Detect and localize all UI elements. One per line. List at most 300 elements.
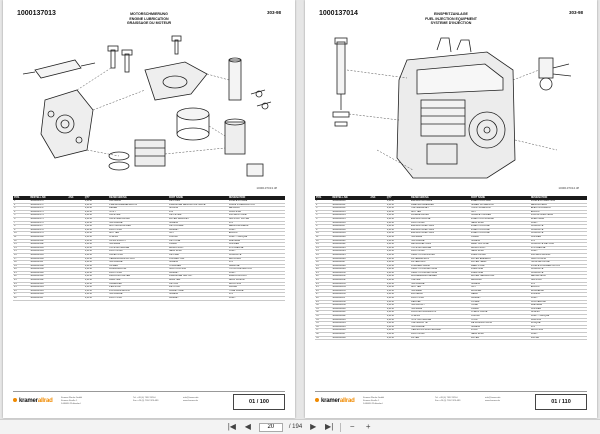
table-cell: JOINT	[530, 297, 587, 301]
table-cell: 38	[315, 332, 331, 336]
table-cell: SCREW	[168, 221, 228, 225]
table-cell: 1000001588	[29, 264, 67, 268]
logo-dot-icon	[315, 398, 319, 402]
table-cell: 1,00 st	[84, 246, 108, 250]
table-cell: 2	[315, 203, 331, 207]
table-cell: 26	[13, 289, 29, 293]
table-cell: 1,00 st	[84, 207, 108, 211]
table-cell: FILTRE A GASOIL	[530, 253, 587, 257]
table-cell: 1,00 st	[386, 318, 410, 322]
table-cell: 11	[315, 235, 331, 239]
table-cell: GASKET	[168, 271, 228, 275]
table-row	[13, 297, 285, 301]
table-cell: INJECTION LINE	[470, 232, 530, 236]
title-en: ENGINE LUBRICATION	[129, 16, 169, 21]
last-page-button[interactable]: ▶|	[325, 422, 334, 431]
table-cell: VIS CREUSE	[530, 246, 587, 250]
table-cell: SUPPORT	[530, 279, 587, 283]
table-cell: TETE DE FILTRE	[530, 261, 587, 265]
table-cell: 1,00 st	[386, 232, 410, 236]
table-cell: 1,00 st	[386, 261, 410, 265]
table-cell: BANJO BOLT	[168, 246, 228, 250]
table-cell: RETAINING PLATE	[470, 322, 530, 326]
table-cell: PEILSTAB	[108, 286, 168, 290]
table-cell: EINSPRITZPUMPE	[410, 200, 470, 203]
column-header: ANZ.	[369, 196, 385, 200]
table-cell: 1000001589	[29, 268, 67, 272]
table-cell: 1,00 st	[386, 311, 410, 315]
table-cell: 1,00 st	[84, 293, 108, 297]
table-cell: SEAL RING	[470, 250, 530, 254]
left-page	[3, 0, 295, 418]
table-cell: RACCORD	[228, 257, 285, 261]
table-cell: VIS	[530, 325, 587, 329]
table-cell: 27	[13, 293, 29, 297]
table-cell: FILTRE	[530, 336, 587, 340]
prev-page-button[interactable]: ◀	[244, 422, 251, 431]
table-cell: CONDUITE	[530, 271, 587, 275]
table-cell: 1,00 st	[386, 217, 410, 221]
table-cell: FUEL LINE	[470, 268, 530, 272]
table-cell: 1000001629	[331, 268, 369, 272]
table-cell: OLSIEB	[108, 264, 168, 268]
table-cell: 3	[13, 207, 29, 211]
table-cell: FLEXIBLE	[530, 304, 587, 308]
table-cell: 1000001648	[331, 336, 369, 340]
table-cell: 27	[315, 293, 331, 297]
table-cell: GASKET	[470, 297, 530, 301]
table-cell: PRESSURE SWITCH	[168, 275, 228, 279]
table-cell: HOLD SOLENOID	[470, 207, 530, 211]
table-cell: 1000001584	[29, 250, 67, 254]
table-cell: OIL CAP	[168, 282, 228, 286]
table-cell: DICHTUNG	[108, 297, 168, 301]
column-header: DESIGNATION	[530, 196, 587, 200]
table-cell: PRESSURREGELVENTIL	[108, 203, 168, 207]
table-cell: HALTEPLATTE	[410, 322, 470, 326]
table-cell: WATER SEPARATOR	[470, 275, 530, 279]
table-cell: O-RING	[168, 235, 228, 239]
table-cell: O-RING	[470, 315, 530, 319]
table-cell: 22	[315, 275, 331, 279]
table-cell: GUIDE TUBE	[168, 289, 228, 293]
table-cell: DICHTUNG	[410, 297, 470, 301]
toolbar-separator	[340, 423, 341, 432]
table-cell: 1,00 st	[386, 307, 410, 311]
table-cell: JOINT	[530, 332, 587, 336]
table-cell: 1000001597	[29, 297, 67, 301]
column-header: QTY	[386, 196, 410, 200]
table-cell: DICHTRING	[108, 250, 168, 254]
table-cell: KRAFTSTOFFFILTER	[410, 253, 470, 257]
table-cell: TUBE GUIDE	[228, 289, 285, 293]
table-cell: 1000001585	[29, 253, 67, 257]
table-cell: RESSORT	[228, 207, 285, 211]
column-header: BESTELL-NR.	[29, 196, 67, 200]
table-cell: PIN	[168, 210, 228, 214]
table-cell: DREHZAHLREGLER	[410, 203, 470, 207]
table-cell: ADAPTER	[168, 279, 228, 283]
table-cell: SCHEIBE	[410, 289, 470, 293]
table-cell: 1,00 st	[84, 261, 108, 265]
table-cell	[67, 297, 83, 301]
table-cell: FEDER	[108, 207, 168, 211]
table-cell: 23	[315, 279, 331, 283]
table-cell: 1,00 st	[386, 225, 410, 229]
table-cell: 15	[13, 250, 29, 254]
table-cell: DICHTUNG	[108, 271, 168, 275]
table-cell: 37	[315, 329, 331, 333]
table-cell: 1,00 st	[386, 315, 410, 319]
table-cell: COLLIER	[228, 243, 285, 247]
zoom-in-button[interactable]: +	[365, 422, 371, 431]
table-cell: FUEL LINE	[470, 271, 530, 275]
table-cell: 1,00 st	[386, 332, 410, 336]
table-cell: GEAR	[470, 293, 530, 297]
column-header: BEZEICHNUNG	[410, 196, 470, 200]
total-pages: / 194	[288, 424, 303, 430]
table-cell: 1,00 st	[386, 239, 410, 243]
table-cell: ZAHNRAD	[410, 293, 470, 297]
table-cell: FILTER HEAD	[470, 261, 530, 265]
table-cell: NUT	[470, 286, 530, 290]
table-cell: STRAINER	[168, 264, 228, 268]
table-cell: 1000001571	[29, 203, 67, 207]
table-cell: 1000001627	[331, 261, 369, 265]
exploded-parts-drawing	[15, 30, 283, 190]
table-cell: 10	[13, 232, 29, 236]
table-cell: ECROU	[530, 210, 587, 214]
table-cell: 1000001594	[29, 286, 67, 290]
title-fr: GRAISSAGE DU MOTEUR	[126, 21, 172, 26]
table-cell: CONDUITE	[228, 253, 285, 257]
page-footer	[315, 391, 587, 412]
table-cell: 1,00 st	[386, 235, 410, 239]
table-cell: OIL PUMP	[168, 200, 228, 203]
table-cell: INJECTEUR	[530, 217, 587, 221]
page-footer	[13, 391, 285, 412]
right-page	[305, 0, 597, 418]
table-cell: 1,00 st	[386, 297, 410, 301]
zoom-out-button[interactable]: −	[349, 422, 355, 431]
table-cell: SCHRAUBE	[410, 325, 470, 329]
table-cell: 1000001592	[29, 279, 67, 283]
page-number-input[interactable]	[259, 423, 283, 432]
table-cell: SCREW	[470, 325, 530, 329]
table-cell: SPRING	[168, 207, 228, 211]
table-cell: JOINT TORIQUE	[530, 315, 587, 319]
table-cell: 19	[13, 264, 29, 268]
table-cell: VERBINDUNGSSTUCK	[108, 257, 168, 261]
table-cell: PORTE INJECTEUR	[530, 214, 587, 218]
table-cell: POMPE D INJECTION	[530, 200, 587, 203]
table-cell: 28	[315, 297, 331, 301]
table-cell: JOINT	[530, 221, 587, 225]
revision: 303-98	[568, 10, 583, 15]
table-cell: 20	[13, 268, 29, 272]
table-cell: 1,00 st	[84, 250, 108, 254]
table-cell: 1,00 st	[386, 200, 410, 203]
table-cell: SUCTION PIPE	[168, 268, 228, 272]
table-cell: 1	[315, 200, 331, 203]
table-cell: 17	[13, 257, 29, 261]
table-cell: GOUJON	[530, 318, 587, 322]
next-page-button[interactable]: ▶	[310, 422, 317, 431]
table-cell: FILTRE A HUILE	[228, 214, 285, 218]
table-cell: LECKOLLEITUNG	[410, 243, 470, 247]
table-cell: 3	[315, 207, 331, 211]
table-cell: 2	[13, 203, 29, 207]
table-cell: CONDUITE	[530, 268, 587, 272]
table-cell: JAUGE	[228, 286, 285, 290]
footer-address: Kramer-Werke GmbH Kramer-Straße 1 D-88630 Pfullendorf	[61, 397, 83, 405]
table-cell: 1,00 st	[386, 214, 410, 218]
table-cell: FEED PUMP	[470, 264, 530, 268]
table-cell: 1,00 st	[84, 200, 108, 203]
brand-logo: kramerallrad	[13, 398, 53, 404]
table-cell: ANSAUGROHR	[108, 268, 168, 272]
table-cell: WASHER	[470, 289, 530, 293]
parts-table	[13, 196, 285, 301]
table-cell: 1000001570	[29, 200, 67, 203]
table-cell: 1000001630	[331, 271, 369, 275]
table-cell: 1000001615	[331, 217, 369, 221]
table-cell: O-RING	[108, 235, 168, 239]
table-cell: 1,00 st	[84, 221, 108, 225]
table-cell: 1000001640	[331, 307, 369, 311]
table-cell: 1000001582	[29, 243, 67, 247]
table-cell: OLPUMPE	[108, 200, 168, 203]
table-cell: 1,00 st	[84, 279, 108, 283]
table-cell: 1,00 st	[84, 235, 108, 239]
table-cell: HOSE	[470, 304, 530, 308]
table-cell: ADAPTER	[108, 279, 168, 283]
table-cell: 7	[315, 221, 331, 225]
table-cell: HALTEMAGNET	[410, 207, 470, 211]
table-cell: GOUPILLE	[228, 210, 285, 214]
table-cell: 1,00 st	[84, 243, 108, 247]
footer-address: Kramer-Werke GmbH Kramer-Straße 1 D-88630 Pfullendorf	[363, 397, 385, 405]
table-cell: 6	[13, 217, 29, 221]
footer-contact: Tel. +49 (0) 7552 929-0 Fax +49 (0) 7552 929-499	[133, 397, 159, 402]
table-cell: SEAL RING	[470, 332, 530, 336]
engine-assembly-drawing	[317, 30, 585, 190]
viewer-toolbar	[0, 419, 600, 434]
table-cell: INJECTION PUMP	[470, 200, 530, 203]
table-cell: SEAL RING	[168, 250, 228, 254]
table-cell	[369, 336, 385, 340]
table-cell: 1000001647	[331, 332, 369, 336]
column-header: POS.	[315, 196, 331, 200]
table-cell: FUEL FILTER	[470, 253, 530, 257]
table-cell: 1000001619	[331, 232, 369, 236]
table-cell: 1000001581	[29, 239, 67, 243]
table-cell: 1	[13, 200, 29, 203]
page-number: 01 / 110	[535, 394, 587, 410]
table-cell: SCREW	[470, 282, 530, 286]
table-cell: 19	[315, 264, 331, 268]
table-cell: 1,00 st	[386, 322, 410, 326]
table-cell: SEAL RING	[470, 221, 530, 225]
table-cell: DUSENHALTER	[410, 214, 470, 218]
table-cell: SPEED GOVERNOR	[470, 203, 530, 207]
table-cell: 1000001645	[331, 325, 369, 329]
table-cell: 21	[13, 271, 29, 275]
table-cell: 1000001586	[29, 257, 67, 261]
table-cell: 1,00 st	[84, 297, 108, 301]
table-cell: 1,00 st	[386, 279, 410, 283]
table-cell: 34	[315, 318, 331, 322]
table-cell: 1,00 st	[386, 264, 410, 268]
table-cell: 1000001616	[331, 221, 369, 225]
table-cell: SCHELLE	[108, 243, 168, 247]
table-cell: 1000001591	[29, 275, 67, 279]
table-cell: MANOCONTACT	[228, 275, 285, 279]
table-cell: ECROU	[530, 286, 587, 290]
table-cell: 1,00 st	[386, 336, 410, 340]
table-cell: DRUCKSCHALTER	[108, 275, 168, 279]
title-fr: SYSTEME D'INJECTION	[430, 21, 472, 26]
table-cell: 39	[315, 336, 331, 340]
table-cell: 1,00 st	[84, 282, 108, 286]
table-cell: JOINT	[228, 297, 285, 301]
table-cell: 1,00 st	[386, 275, 410, 279]
table-cell: KRAFTSTOFFLEITUNG	[410, 268, 470, 272]
table-cell: FILTER ELEMENT	[470, 257, 530, 261]
table-cell: REGULATEUR	[530, 203, 587, 207]
table-cell: 1,00 st	[84, 210, 108, 214]
table-cell: PLUG	[470, 329, 530, 333]
table-cell: 1,00 st	[84, 271, 108, 275]
table-cell: LEAK OFF LINE	[470, 243, 530, 247]
table-cell: PIGNON	[530, 293, 587, 297]
table-cell: 1,00 st	[84, 289, 108, 293]
page-number: 01 / 100	[233, 394, 285, 410]
table-cell: INJECTION LINE	[470, 225, 530, 229]
table-cell: 1,00 st	[386, 207, 410, 211]
table-cell: PLAQUE	[530, 322, 587, 326]
table-cell: SUPPORT FILTRE	[228, 217, 285, 221]
table-cell: 1000001634	[331, 286, 369, 290]
table-cell: 1,00 st	[84, 257, 108, 261]
table-cell: 1,00 st	[386, 300, 410, 304]
table-cell: FLEXIBLE	[228, 239, 285, 243]
table-cell: BRACKET	[470, 279, 530, 283]
table-cell: REFROIDISSEUR	[228, 225, 285, 229]
table-cell: 1000001641	[331, 311, 369, 315]
table-cell: SCHRAUBE	[410, 239, 470, 243]
table-cell: FILTEREINSATZ	[410, 257, 470, 261]
table-cell: 1,00 st	[84, 214, 108, 218]
table-cell: 12	[315, 239, 331, 243]
table-cell: ELECTROAIMANT	[530, 207, 587, 211]
table-cell: MUTTER	[410, 210, 470, 214]
table-cell: 1000001628	[331, 264, 369, 268]
table-cell: 1,00 st	[84, 286, 108, 290]
figure-reference: 1000137014.tiff	[558, 186, 579, 190]
table-cell: 25	[13, 286, 29, 290]
table-cell: GASKET	[168, 228, 228, 232]
table-cell: 9	[315, 228, 331, 232]
table-cell: VIS	[228, 293, 285, 297]
table-cell: 8	[13, 225, 29, 229]
table-cell: 31	[315, 307, 331, 311]
table-cell: 1,00 st	[386, 257, 410, 261]
table-cell: 1,00 st	[386, 289, 410, 293]
table-cell: 15	[315, 250, 331, 254]
table-cell: WASSERABSCHEIDER	[410, 275, 470, 279]
table-cell: JOINT TORIQUE	[228, 235, 285, 239]
table-cell: SCHRAUBE	[108, 293, 168, 297]
table-cell: HALTER	[410, 279, 470, 283]
table-cell: STIFTSCHRAUBE	[410, 318, 470, 322]
table-cell: 1000001614	[331, 214, 369, 218]
table-cell: 5	[13, 214, 29, 218]
table-cell: 35	[315, 322, 331, 326]
table-cell: CLAMP	[168, 243, 228, 247]
first-page-button[interactable]: |◀	[227, 422, 236, 431]
table-cell: SCHRAUBE	[410, 282, 470, 286]
table-cell: CONDUITE	[530, 228, 587, 232]
table-cell: 1,00 st	[386, 203, 410, 207]
table-cell: 1,00 st	[386, 268, 410, 272]
title-de: MOTORSCHMIERUNG	[130, 12, 168, 16]
table-cell: FILTERKOPF	[410, 261, 470, 265]
table-cell: FORDERPUMPE	[410, 264, 470, 268]
table-cell: 1000001617	[331, 225, 369, 229]
table-cell: 1,00 st	[386, 250, 410, 254]
table-cell: 1,00 st	[386, 329, 410, 333]
table-cell: 1000001577	[29, 225, 67, 229]
table-cell: CLAMP	[470, 235, 530, 239]
table-cell: 1000001621	[331, 239, 369, 243]
table-cell: 12	[13, 239, 29, 243]
table-cell: 1,00 st	[386, 243, 410, 247]
table-cell: 1000001623	[331, 246, 369, 250]
table-cell: VIS	[228, 261, 285, 265]
table-cell: 1000001636	[331, 293, 369, 297]
table-cell: 1000001593	[29, 282, 67, 286]
table-cell: 1,00 st	[386, 293, 410, 297]
table-cell: 1000001580	[29, 235, 67, 239]
table-cell: 1000001574	[29, 214, 67, 218]
table-cell: BOUCHON	[228, 282, 285, 286]
table-cell: 16	[13, 253, 29, 257]
table-cell: O-RING	[410, 315, 470, 319]
table-cell: 1,00 st	[84, 275, 108, 279]
table-cell: DICHTUNG	[108, 228, 168, 232]
table-cell: CONDUITE	[530, 232, 587, 236]
table-cell: POMPE A HUILE	[228, 200, 285, 203]
column-header: PART NAME	[168, 196, 228, 200]
title-en: FUEL INJECTION EQUIPMENT	[425, 16, 477, 21]
table-cell: 24	[315, 282, 331, 286]
table-cell: 1000001639	[331, 304, 369, 308]
table-cell: BOUCHON	[530, 329, 587, 333]
table-cell: EINSPRITZLEITUNG	[410, 232, 470, 236]
doc-number: 1000137014	[319, 10, 358, 17]
table-cell: OLSCHLAUCH	[108, 239, 168, 243]
table-cell: COVER	[470, 300, 530, 304]
logo-dot-icon	[13, 398, 17, 402]
table-cell: 1,00 st	[84, 232, 108, 236]
table-cell: 1,00 st	[386, 271, 410, 275]
table-cell: 1,00 st	[386, 325, 410, 329]
table-cell: KRAFTSTOFFLEITUNG	[410, 271, 470, 275]
table-cell: SCREW	[470, 239, 530, 243]
table-cell: INJECTION LINE	[470, 228, 530, 232]
column-header: POS.	[13, 196, 29, 200]
